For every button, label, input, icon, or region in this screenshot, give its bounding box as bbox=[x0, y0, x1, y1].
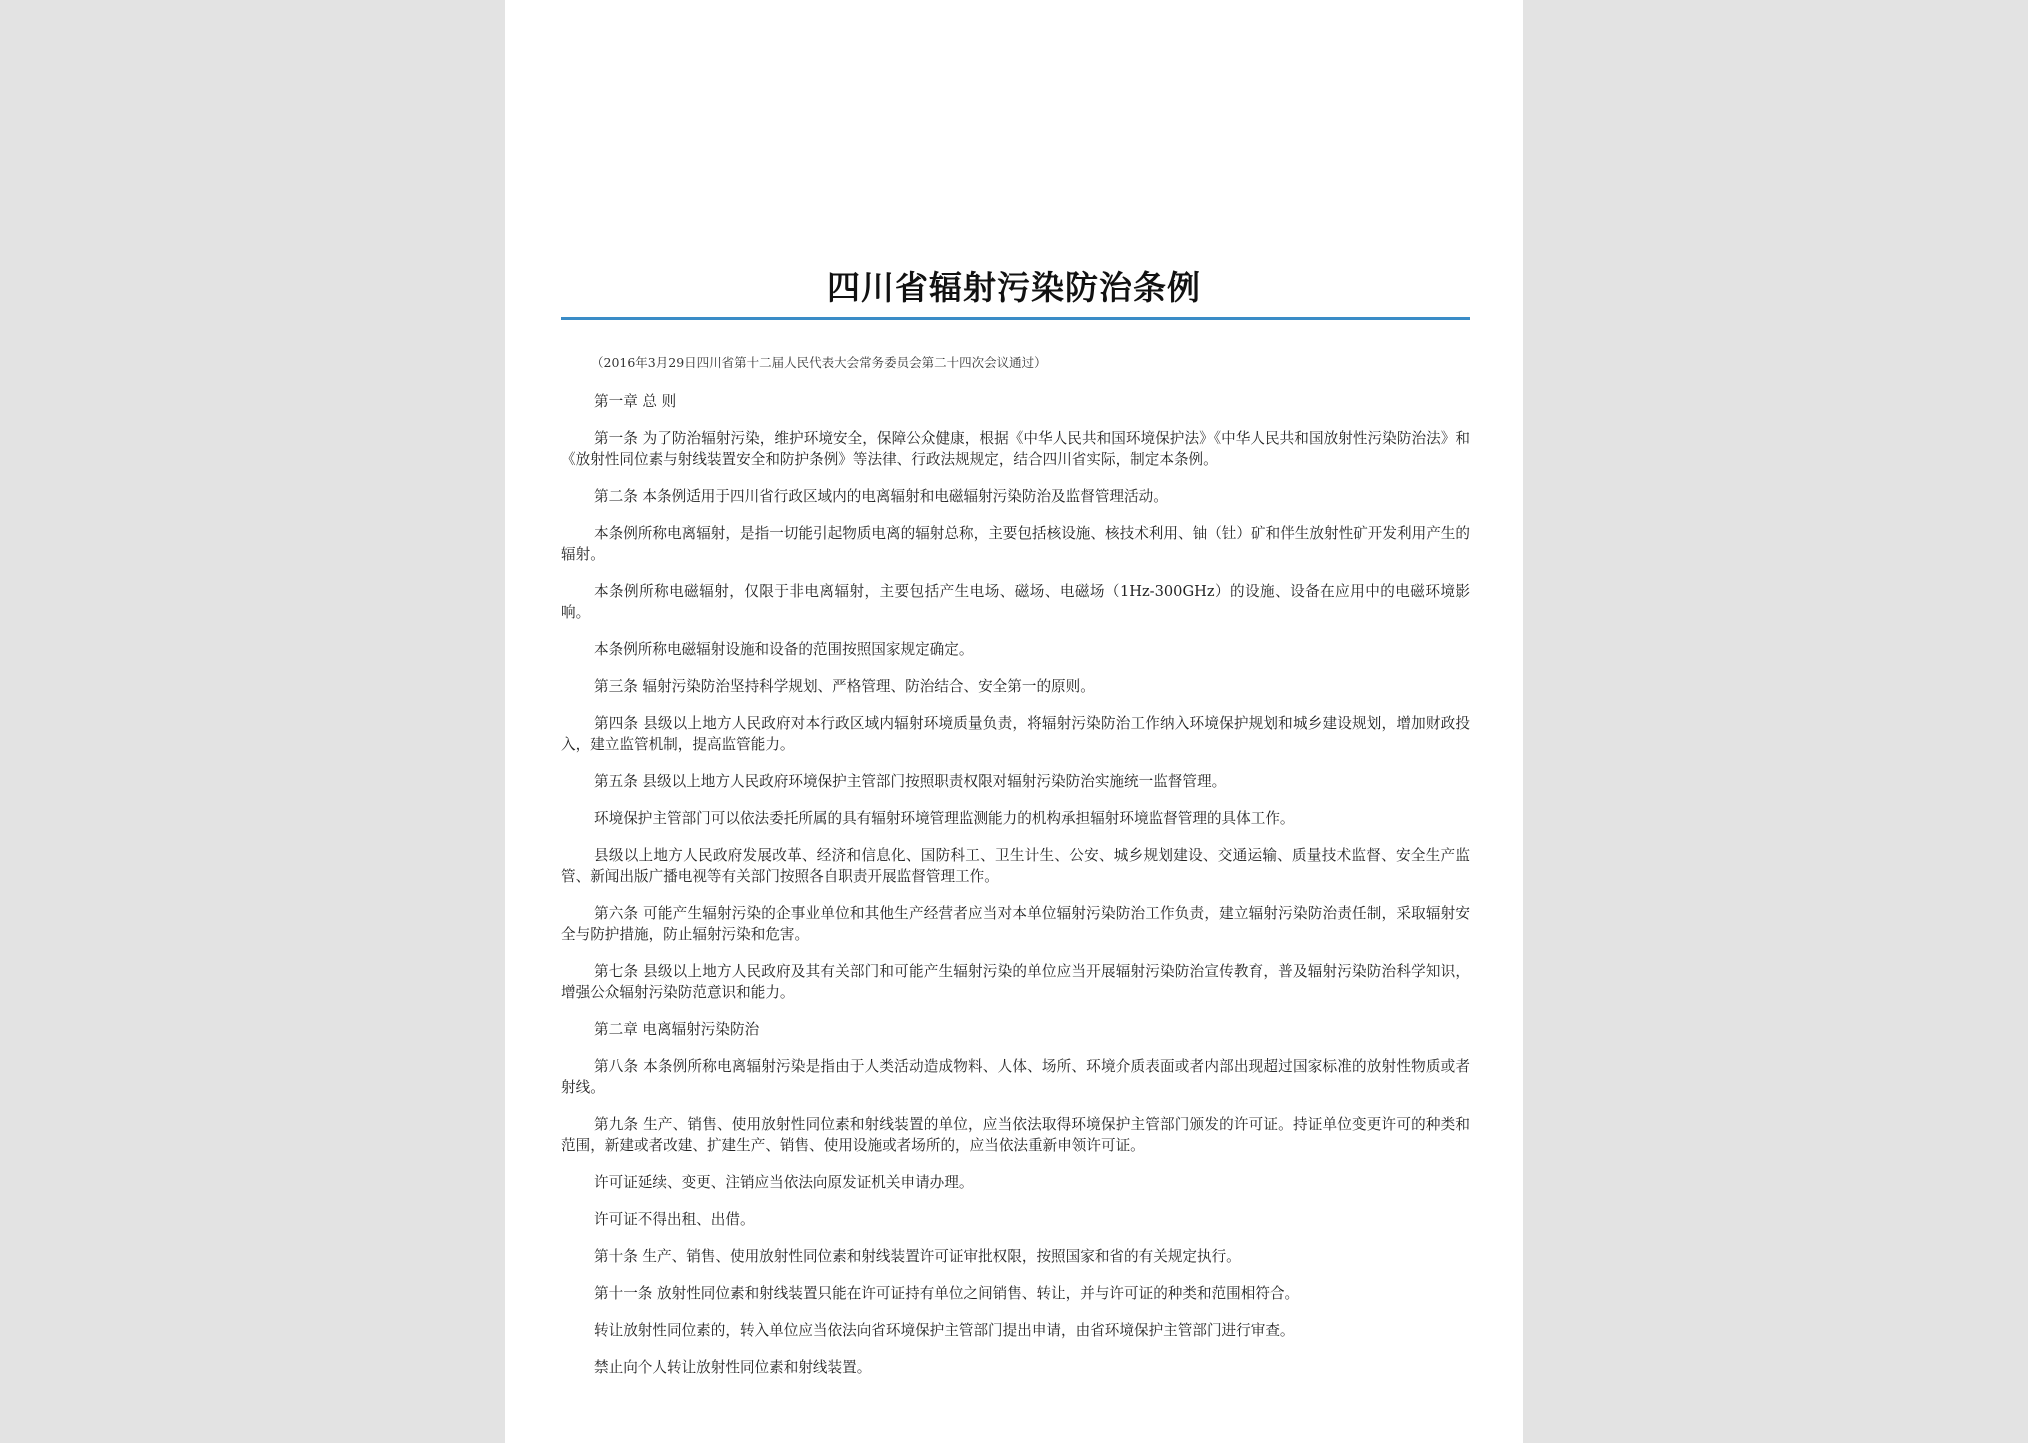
article-paragraph: 本条例所称电离辐射，是指一切能引起物质电离的辐射总称，主要包括核设施、核技术利用、铀（钍）矿和伴生放射性矿开发利用产生的辐射。 bbox=[561, 525, 1470, 563]
document-title: 四川省辐射污染防治条例 bbox=[827, 268, 1201, 307]
article-paragraph: 第三条 辐射污染防治坚持科学规划、严格管理、防治结合、安全第一的原则。 bbox=[594, 678, 1095, 695]
document-page bbox=[505, 0, 1523, 1443]
article-paragraph: 第五条 县级以上地方人民政府环境保护主管部门按照职责权限对辐射污染防治实施统一监督管理。 bbox=[594, 773, 1227, 790]
article-paragraph: 县级以上地方人民政府发展改革、经济和信息化、国防科工、卫生计生、公安、城乡规划建设、交通运输、质量技术监督、安全生产监管、新闻出版广播电视等有关部门按照各自职责开展监督管理工作。 bbox=[561, 847, 1470, 885]
chapter-heading: 第一章 总 则 bbox=[594, 393, 677, 410]
article-paragraph: 第八条 本条例所称电离辐射污染是指由于人类活动造成物料、人体、场所、环境介质表面或者内部出现超过国家标准的放射性物质或者射线。 bbox=[561, 1058, 1470, 1096]
article-paragraph: 第七条 县级以上地方人民政府及其有关部门和可能产生辐射污染的单位应当开展辐射污染防治宣传教育，普及辐射污染防治科学知识，增强公众辐射污染防范意识和能力。 bbox=[561, 963, 1470, 1001]
chapter-heading: 第二章 电离辐射污染防治 bbox=[594, 1021, 760, 1038]
article-paragraph: 许可证延续、变更、注销应当依法向原发证机关申请办理。 bbox=[594, 1174, 974, 1191]
title-underline bbox=[561, 317, 1470, 320]
article-paragraph: 转让放射性同位素的，转入单位应当依法向省环境保护主管部门提出申请，由省环境保护主管部门进行审查。 bbox=[594, 1322, 1295, 1339]
article-paragraph: 第四条 县级以上地方人民政府对本行政区域内辐射环境质量负责，将辐射污染防治工作纳入环境保护规划和城乡建设规划，增加财政投入，建立监管机制，提高监管能力。 bbox=[561, 715, 1470, 753]
article-paragraph: 环境保护主管部门可以依法委托所属的具有辐射环境管理监测能力的机构承担辐射环境监督管理的具体工作。 bbox=[594, 810, 1295, 827]
article-paragraph: 第一条 为了防治辐射污染，维护环境安全，保障公众健康，根据《中华人民共和国环境保护法》《中华人民共和国放射性污染防治法》和《放射性同位素与射线装置安全和防护条例》等法律、行政法规规定，结合四川省实际，制定本条例。 bbox=[561, 430, 1470, 468]
article-paragraph: 第十条 生产、销售、使用放射性同位素和射线装置许可证审批权限，按照国家和省的有关规定执行。 bbox=[594, 1248, 1241, 1265]
article-paragraph: 许可证不得出租、出借。 bbox=[594, 1211, 755, 1228]
article-paragraph: 第九条 生产、销售、使用放射性同位素和射线装置的单位，应当依法取得环境保护主管部门颁发的许可证。持证单位变更许可的种类和范围，新建或者改建、扩建生产、销售、使用设施或者场所的，应当依法重新申领许可证。 bbox=[561, 1116, 1470, 1154]
article-paragraph: 第十一条 放射性同位素和射线装置只能在许可证持有单位之间销售、转让，并与许可证的种类和范围相符合。 bbox=[594, 1285, 1300, 1302]
article-paragraph: 本条例所称电磁辐射，仅限于非电离辐射，主要包括产生电场、磁场、电磁场（1Hz-300GHz）的设施、设备在应用中的电磁环境影响。 bbox=[561, 583, 1470, 621]
adoption-note: （2016年3月29日四川省第十二届人民代表大会常务委员会第二十四次会议通过） bbox=[591, 355, 1047, 370]
article-paragraph: 禁止向个人转让放射性同位素和射线装置。 bbox=[594, 1359, 872, 1376]
article-paragraph: 第二条 本条例适用于四川省行政区域内的电离辐射和电磁辐射污染防治及监督管理活动。 bbox=[594, 488, 1168, 505]
document-body bbox=[561, 352, 1470, 1394]
article-paragraph: 本条例所称电磁辐射设施和设备的范围按照国家规定确定。 bbox=[594, 641, 974, 658]
article-paragraph: 第六条 可能产生辐射污染的企事业单位和其他生产经营者应当对本单位辐射污染防治工作负责，建立辐射污染防治责任制，采取辐射安全与防护措施，防止辐射污染和危害。 bbox=[561, 905, 1470, 943]
